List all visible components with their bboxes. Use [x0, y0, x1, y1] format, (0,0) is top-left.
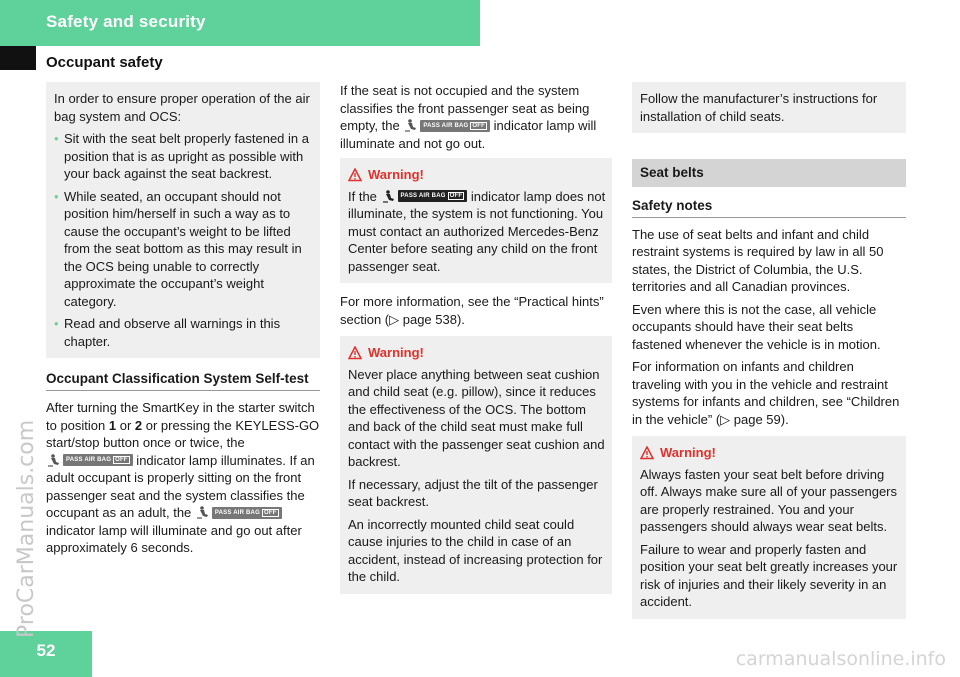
watermark-bottom: carmanualsonline.info — [735, 648, 946, 670]
pass-airbag-indicator: PASS AIR BAG OFF — [46, 454, 133, 467]
seat-occupant-icon — [381, 190, 395, 203]
column-2 — [340, 82, 612, 594]
pass-airbag-indicator: PASS AIR BAG OFF — [403, 119, 490, 132]
seat-occupant-icon — [403, 119, 417, 132]
column-3 — [632, 82, 906, 619]
empty-seat-paragraph: If the seat is not occupied and the system classifies the front passenger seat as being empty, the PASS AIR BAG OFF indicator lamp will illuminate and not go out. — [340, 83, 597, 151]
corner-marker — [0, 46, 36, 70]
seatbelt-paragraph: For information on infants and children traveling with you in the vehicle and restraint systems for infants and children, see “Children in the vehicle” (▷ page 59). — [632, 359, 900, 427]
pass-airbag-indicator: PASS AIR BAG OFF — [381, 190, 468, 203]
seat-occupant-icon — [46, 454, 60, 467]
warning-text: An incorrectly mounted child seat could cause injuries to the child in case of an accident, instead of increasing protection for the child. — [348, 516, 603, 584]
watermark-vertical: ProCarManuals.com — [14, 419, 39, 638]
page-number: 52 — [36, 641, 56, 660]
page-subtitle: Occupant safety — [46, 54, 163, 71]
warning-triangle-icon — [348, 168, 362, 182]
child-seat-install-box: Follow the manufacturer’s instructions for installation of child seats. — [632, 82, 906, 133]
column-1 — [46, 82, 320, 562]
warning-text: Always fasten your seat belt before driving off. Always make sure all of your passengers are properly restrained. You and your passengers should always wear seat belts. — [640, 466, 897, 534]
bullet-item: • Read and observe all warnings in this chapter. — [54, 315, 314, 350]
bullet-item: • Sit with the seat belt properly fastened in a position that is as upright as possible with your back against the seat backrest. — [54, 130, 314, 183]
warning-triangle-icon — [640, 446, 654, 460]
safety-notes-heading: Safety notes — [632, 197, 906, 218]
section-heading-ocs-selftest: Occupant Classification System Self-test — [46, 370, 320, 391]
warning-text: If the PASS AIR BAG OFF indicator lamp does not illuminate, the system is not functioning. You must contact an authorized Mercedes-Benz Center before seating any child on the front passenger seat. — [348, 188, 606, 274]
selftest-paragraph: After turning the SmartKey in the starter switch to position 1 or 2 or pressing the KEYLESS-GO start/stop button once or twice, the PASS AIR BAG OFF indicator lamp illuminates. If an adult occupant is properly sitting on the front passenger seat and the system classifies the occupant as an adult, the PASS AIR BAG OFF indicator lamp will illuminate and go out after approximately 6 seconds. — [46, 400, 320, 555]
warning-text: Failure to wear and properly fasten and position your seat belt greatly increases your risk of injuries and their likely severity in an accident. — [640, 541, 898, 609]
warning-box-child-seat — [340, 336, 612, 594]
ocs-info-box — [46, 82, 320, 358]
pass-airbag-indicator: PASS AIR BAG OFF — [195, 506, 282, 519]
seat-belts-heading: Seat belts — [632, 159, 906, 187]
box-intro: In order to ensure proper operation of the air bag system and OCS: — [54, 91, 310, 124]
seatbelt-paragraph: The use of seat belts and infant and child restraint systems is required by law in all 50 states, the District of Columbia, the U.S. territories and all Canadian provinces. — [632, 226, 884, 294]
section-title: Safety and security — [46, 12, 206, 31]
warning-label: Warning! — [368, 345, 424, 360]
warning-box-indicator — [340, 158, 612, 283]
practical-hints-reference: For more information, see the “Practical hints” section (▷ page 538). — [340, 294, 604, 327]
warning-label: Warning! — [368, 167, 424, 182]
warning-triangle-icon — [348, 346, 362, 360]
seat-occupant-icon — [195, 506, 209, 519]
warning-label: Warning! — [660, 445, 716, 460]
warning-box-seat-belt — [632, 436, 906, 619]
warning-text: Never place anything between seat cushion and child seat (e.g. pillow), since it reduces the effectiveness of the OCS. The bottom and back of the child seat must make full contact with the passenger seat cushion and backrest. — [348, 366, 605, 469]
bullet-item: • While seated, an occupant should not position him/herself in such a way as to cause the occupant’s weight to be lifted from the seat bottom as this may result in the OCS being unable to correctly approximate the occupant’s weight category. — [54, 188, 314, 311]
seatbelt-paragraph: Even where this is not the case, all vehicle occupants should have their seat belts fastened whenever the vehicle is in motion. — [632, 301, 881, 352]
warning-text: If necessary, adjust the tilt of the passenger seat backrest. — [348, 476, 598, 509]
